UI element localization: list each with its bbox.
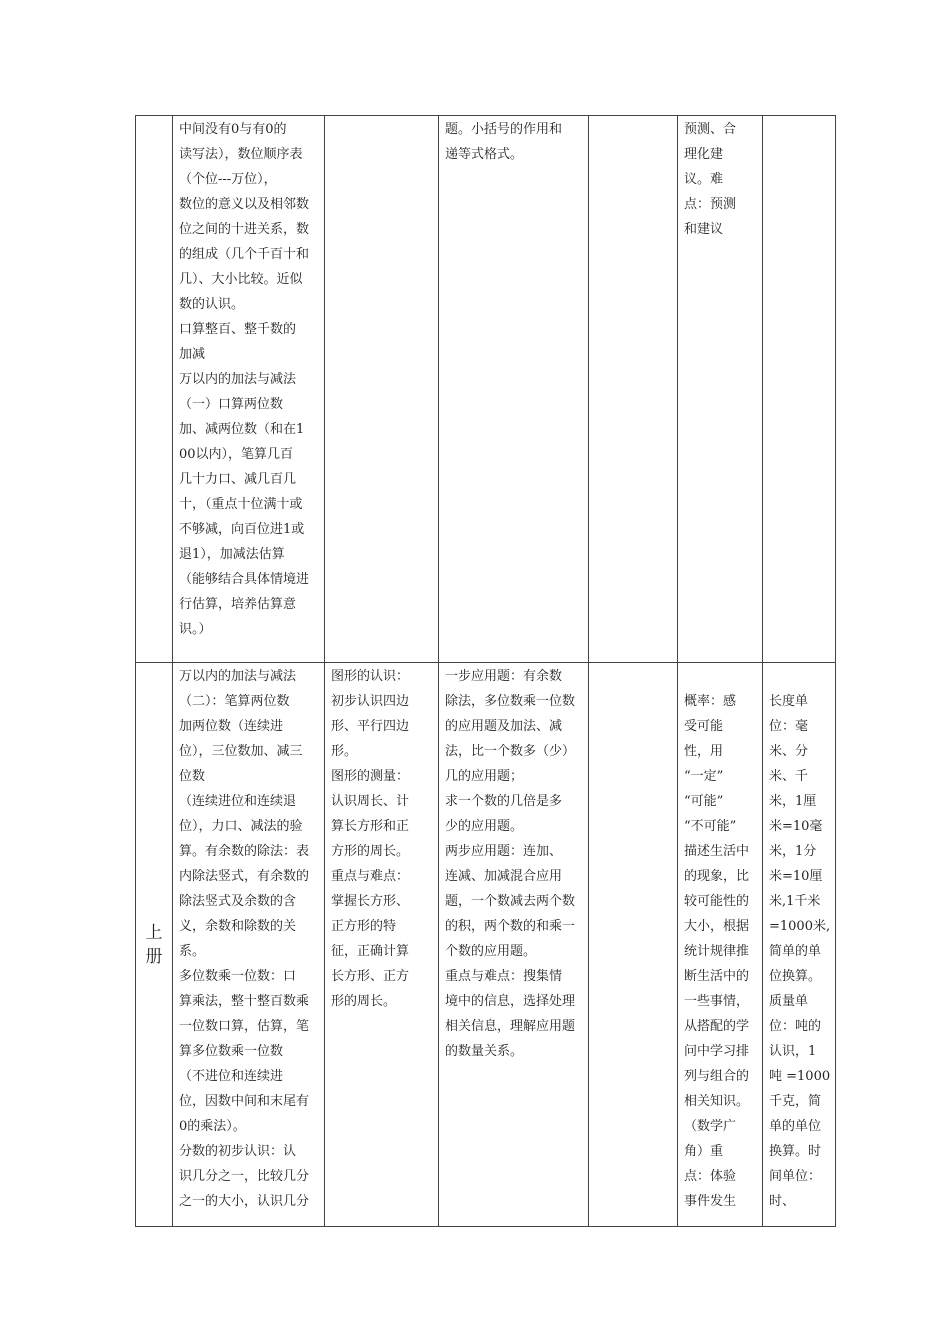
content-cell xyxy=(439,663,589,1227)
content-cell xyxy=(763,663,836,1227)
volume-cell-empty xyxy=(136,116,173,663)
volume-cell xyxy=(136,663,173,1227)
content-cell xyxy=(763,116,836,663)
table-row xyxy=(136,116,836,663)
geometry-text: 图形的认识： 初步认识四边 形、平行四边 形。 图形的测量： 认识周长、计 算长方形和正 方形的周长。 重点与难点： 掌握长方形、 正方形的特 征，正确计算 长方形、正方 形的周长。 xyxy=(331,669,410,1009)
word-problems-text: 一步应用题：有余数 除法，多位数乘一位数 的应用题及加法、减 法，比一个数多（少） 几的应用题； 求一个数的几倍是多 少的应用题。 两步应用题：连加、 连减、加减混合应用 题，一个数减去两个数 的积，两个数的和乘一 个数的应用题。 重点与难点：搜集情 境中的信息，选择处理 相关信息，理解应用题 的数量关系。 xyxy=(445,669,576,1059)
geometry-text xyxy=(325,116,438,117)
probability-text: 预测、合 理化建 议。难 点：预测 和建议 xyxy=(684,122,737,237)
content-cell xyxy=(678,663,763,1227)
content-cell xyxy=(325,116,439,663)
content-cell xyxy=(589,663,678,1227)
content-cell xyxy=(439,116,589,663)
empty-text xyxy=(589,116,677,117)
probability-text: 概率：感 受可能 性，用 “一定” “可能” “不可能” 描述生活中 的现象，比 较可能性的 大小，根据 统计规律推 断生活中的 一些事情， 从搭配的学 问中学习排 列与组合的 相关知识。 （数学广 角）重 点：体验 事件发生 xyxy=(684,694,750,1209)
content-cell xyxy=(173,116,325,663)
curriculum-grid xyxy=(135,115,836,1227)
content-cell xyxy=(325,663,439,1227)
content-cell xyxy=(589,116,678,663)
word-problems-text: 题。小括号的作用和 递等式格式。 xyxy=(445,122,563,162)
empty-text xyxy=(589,663,677,664)
numbers-text: 万以内的加法与减法 （二）：笔算两位数 加两位数（连续进 位），三位数加、减三 位数 （连续进位和连续退 位），力口、减法的验 算。有余数的除法：表 内除法竖式，有余数的 除法竖式及余数的含 义，余数和除数的关 系。 多位数乘一位数：口 算乘法，整十整百数乘 一位数口算，估算，笔 算多位数乘一位数 （不进位和连续进 位，因数中间和末尾有 0的乘法）。 分数的初步认识：认 识几分之一，比较几分 之一的大小，认识几分 xyxy=(179,669,310,1209)
content-cell xyxy=(173,663,325,1227)
units-text: 长度单 位：毫 米、分 米、千 米，1厘 米=10毫 米，1分 米=10厘 米,1千米 =1000米, 简单的单 位换算。 质量单 位：吨的 认识，1 吨 =1000 千克，简 单的单位 换算。时 间单位： 时、 xyxy=(769,694,831,1209)
volume-label: 上册 xyxy=(145,922,163,967)
units-text xyxy=(763,116,835,117)
content-cell xyxy=(678,116,763,663)
numbers-text: 中间没有0与有0的 读写法），数位顺序表 （个位---万位）， 数位的意义以及相邻数 位之间的十进关系，数 的组成（几个千百十和 几）、大小比较。近似 数的认识。 口算整百、整千数的 加减 万以内的加法与减法 （一）口算两位数 加、减两位数（和在1 00以内），笔算几百 几十力口、减几百几 十，（重点十位满十或 不够减，向百位进1或 退1），加减法估算 （能够结合具体情境进 行估算，培养估算意 识。） xyxy=(179,122,310,637)
curriculum-table xyxy=(135,115,835,1227)
table-row xyxy=(136,663,836,1227)
